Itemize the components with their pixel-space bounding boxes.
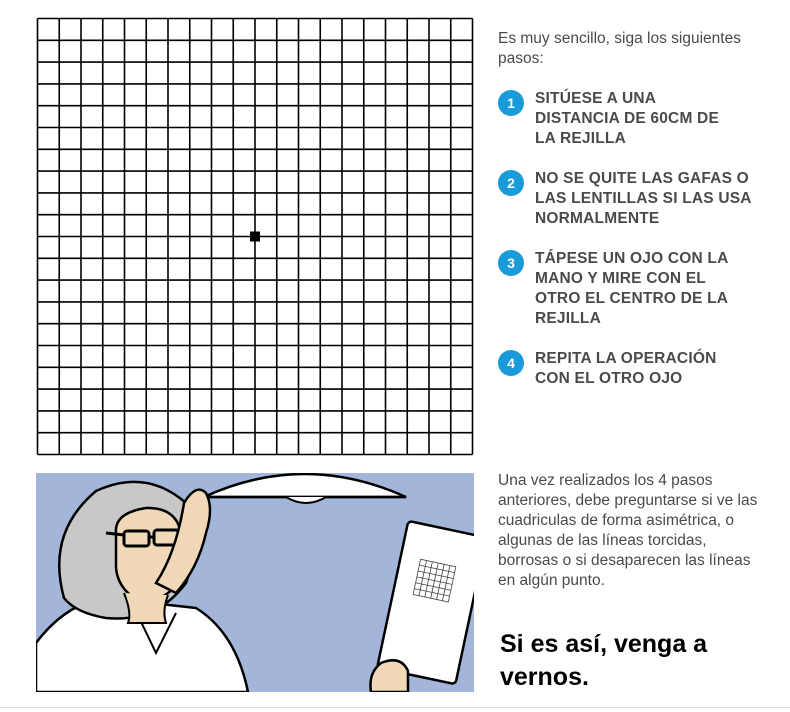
step-number-badge: 2 [498,170,524,196]
amsler-grid [36,17,474,456]
call-to-action: Si es así, venga a vernos. [500,630,708,691]
step-number-badge: 1 [498,90,524,116]
woman-covering-eye-illustration [36,473,474,692]
bottom-divider [0,707,790,708]
step-4 [498,349,745,389]
step-text: NO SE QUITE LAS GAFAS O LAS LENTILLAS SI LAS USA NORMALMENTE [535,170,752,227]
step-text: TÁPESE UN OJO CON LA MANO Y MIRE CON EL OTRO EL CENTRO DE LA REJILLA [535,250,728,327]
step-number-badge: 3 [498,250,524,276]
step-3 [498,249,755,329]
step-text: SITÚESE A UNA DISTANCIA DE 60CM DE LA REJILLA [535,90,719,147]
step-text: REPITA LA OPERACIÓN CON EL OTRO OJO [535,350,717,387]
step-1 [498,89,725,149]
intro-text: Es muy sencillo, siga los siguientes pasos: [498,30,741,67]
step-2 [498,169,755,229]
grid-center-dot [250,232,260,242]
instruction-paragraph: Una vez realizados los 4 pasos anteriores, debe preguntarse si ve las cuadriculas de forma asimétrica, o algunas de las líneas torcidas, borrosas o si desaparecen las líneas en algún punto. [498,472,758,589]
step-number-badge: 4 [498,350,524,376]
amsler-grid-svg [36,17,474,456]
illustration-svg [36,473,474,692]
